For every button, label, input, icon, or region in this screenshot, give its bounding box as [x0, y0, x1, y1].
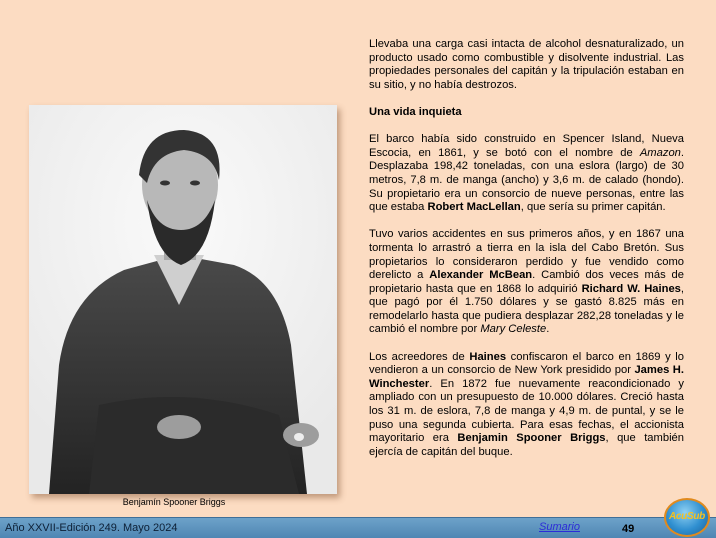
section-heading: Una vida inquieta	[369, 105, 462, 118]
person-name: Benjamin Spooner Briggs	[457, 432, 606, 445]
text-run: . Desplazaba 198,42 toneladas, con una eslora (largo) de 30 metros, 7,8 m. de manga (ancho) y 3,6 m. de calado (hondo). Su propietario era un consorcio de nueve personas, entre las que estaba	[369, 146, 684, 214]
logo-text: AcuSub	[669, 511, 705, 522]
text-run: Tuvo varios accidentes en sus primeros años, y en 1867 una tormenta lo arrastró a tierra en la isla del Cabo Bretón. Sus propietarios lo consideraron perdido y fue vendido como derelicto a	[369, 228, 684, 282]
paragraph-creditors	[369, 351, 684, 460]
article-body	[369, 38, 684, 473]
text-run: , que sería su primer capitán.	[520, 201, 666, 214]
text-run: Los acreedores de	[369, 350, 470, 363]
text-run: , que también ejercía de capitán del buque.	[369, 432, 684, 458]
sumario-link[interactable]: Sumario	[539, 521, 580, 533]
text-run: . Cambió dos veces más de propietario hasta que en 1868 lo adquirió	[369, 269, 685, 295]
person-name: Robert MacLellan	[427, 201, 521, 214]
footer-bar	[0, 517, 716, 538]
text-run: . En 1872 fue nuevamente reacondicionado y ampliado con un presupuesto de 10.000 dólares. Creció hasta los 31 m. de eslora, 7,8 de manga y 4,9 m. de puntal, y se le puso una segunda cubierta. Para esas fechas, el accionista mayoritario era	[369, 377, 684, 445]
text-run: , que pagó por él 1.750 dólares y se gastó 8.825 más en remodelarlo hasta que pudiera desplazar 282,28 toneladas y le cambió el nombre por	[369, 282, 685, 336]
text-run: .	[546, 323, 550, 336]
person-name: Haines	[469, 350, 507, 363]
text-run: El barco había sido construido en Spencer Island, Nueva Escocia, en 1861, y se botó con el nombre de	[369, 133, 684, 159]
person-name: Richard W. Haines	[581, 282, 681, 295]
photo-caption: Benjamín Spooner Briggs	[122, 497, 226, 507]
portrait-photo	[29, 105, 337, 494]
text-run: confiscaron el barco en 1869 y lo vendieron a un consorcio de New York presidido por	[369, 350, 685, 377]
intro-paragraph: Llevaba una carga casi intacta de alcohol desnaturalizado, un producto usado como combustible y disolvente industrial. Las propiedades personales del capitán y la tripulación estaban en su sitio, y no había destrozos.	[369, 38, 684, 91]
page-number: 49	[622, 523, 635, 535]
ship-name: Amazon	[639, 146, 681, 159]
person-name: Alexander McBean	[429, 269, 533, 282]
acusub-logo[interactable]	[664, 498, 710, 537]
ship-name: Mary Celeste	[480, 323, 547, 336]
paragraph-construction	[369, 133, 684, 215]
paragraph-accidents	[369, 228, 684, 337]
issue-label: Año XXVII-Edición 249. Mayo 2024	[5, 522, 178, 534]
person-name: James H. Winchester	[369, 364, 684, 390]
